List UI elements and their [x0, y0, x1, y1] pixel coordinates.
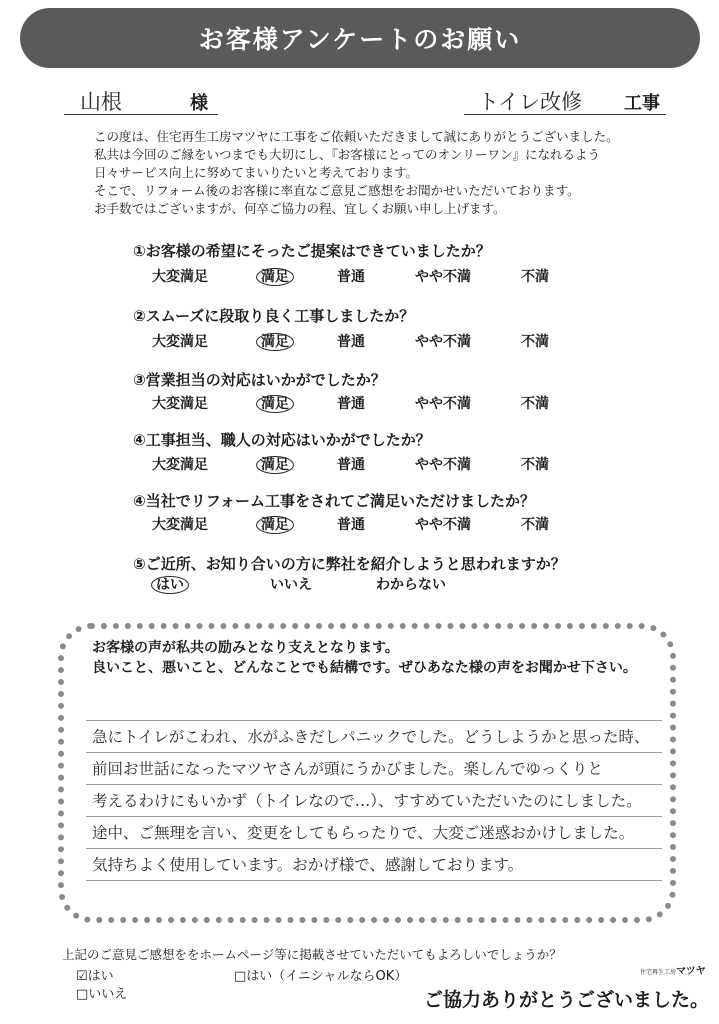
option-neutral[interactable]: 普通 [337, 517, 365, 533]
writing-rule [86, 784, 662, 785]
option-somewhat-dissatisfied[interactable]: やや不満 [415, 269, 471, 285]
selected-answer-circle: 満足 [256, 268, 294, 286]
selected-answer-circle: 満足 [256, 333, 294, 351]
handwritten-comment-line: 急にトイレがこわれ、水がふきだしパニックでした。どうしようかと思った時、 [92, 728, 650, 746]
handwritten-comment-line: 前回お世話になったマツヤさんが頭にうかびました。楽しんでゆっくりと [92, 760, 603, 778]
writing-rule [86, 880, 662, 881]
selected-answer-circle: はい [151, 576, 189, 594]
writing-rule [86, 848, 662, 849]
customer-underline [64, 114, 218, 115]
intro-line: お手数ではございますが、何卒ご協力の程、宜しくお願い申し上げます。 [94, 201, 506, 216]
checkbox-no[interactable] [76, 983, 127, 1002]
writing-rule [86, 816, 662, 817]
intro-line: そこで、リフォーム後のお客様に率直なご意見ご感想をお聞かせいただいております。 [94, 183, 580, 198]
option-satisfied[interactable] [262, 331, 294, 351]
handwritten-comment-line: 途中、ご無理を言い、変更をしてもらったりで、大変ご迷惑おかけしました。 [92, 824, 635, 842]
option-very-satisfied[interactable]: 大変満足 [152, 334, 208, 350]
checkbox-no-label: いいえ [88, 987, 128, 1002]
option-somewhat-dissatisfied[interactable]: やや不満 [415, 457, 471, 473]
checkbox-checked-icon: ☑ [76, 969, 88, 984]
option-dissatisfied[interactable]: 不満 [521, 457, 549, 473]
company-logo [640, 962, 706, 977]
project-underline [464, 114, 666, 115]
option-no[interactable]: いいえ [270, 577, 312, 593]
option-satisfied[interactable] [262, 393, 294, 413]
thank-you-message: ご協力ありがとうございました。 [424, 989, 710, 1011]
question-6: ⑤ご近所、お知り合いの方に弊社を紹介しようと思われますか？ [133, 555, 566, 573]
handwritten-comment-line: 気持ちよく使用しています。おかげ様で、感謝しております。 [92, 856, 524, 874]
option-dissatisfied[interactable]: 不満 [521, 517, 549, 533]
option-neutral[interactable]: 普通 [337, 334, 365, 350]
project-name: トイレ改修 [478, 90, 582, 114]
question-1: ①お客様の希望にそったご提案はできていましたか？ [133, 242, 491, 260]
question-2: ②スムーズに段取り良く工事しましたか？ [133, 307, 415, 325]
intro-text [94, 128, 619, 218]
checkbox-empty-icon: □ [76, 987, 89, 1002]
project-suffix: 工事 [624, 93, 660, 114]
option-neutral[interactable]: 普通 [337, 396, 365, 412]
option-neutral[interactable]: 普通 [337, 269, 365, 285]
checkbox-yes[interactable] [76, 965, 114, 984]
question-5: ④当社でリフォーム工事をされてご満足いただけましたか？ [133, 492, 535, 510]
voice-heading-1: お客様の声が私共の励みとなり支えとなります。 [92, 640, 399, 656]
question-4: ④工事担当、職人の対応はいかがでしたか？ [133, 431, 431, 449]
writing-rule [86, 752, 662, 753]
customer-honorific: 様 [190, 93, 208, 114]
option-somewhat-dissatisfied[interactable]: やや不満 [415, 334, 471, 350]
option-somewhat-dissatisfied[interactable]: やや不満 [415, 517, 471, 533]
option-satisfied[interactable] [262, 266, 294, 286]
intro-line: この度は、住宅再生工房マツヤに工事をご依頼いただきまして誠にありがとうございました。 [94, 129, 619, 144]
option-neutral[interactable]: 普通 [337, 457, 365, 473]
option-very-satisfied[interactable]: 大変満足 [152, 269, 208, 285]
option-dont-know[interactable]: わからない [376, 577, 446, 593]
option-satisfied[interactable] [262, 454, 294, 474]
option-yes[interactable] [157, 574, 189, 594]
selected-answer-circle: 満足 [256, 395, 294, 413]
checkbox-initials-label: はい（イニシャルならOK） [246, 969, 408, 984]
option-very-satisfied[interactable]: 大変満足 [152, 396, 208, 412]
intro-line: 日々サービス向上に努めてまいりたいと考えております。 [94, 165, 419, 180]
option-satisfied[interactable] [262, 514, 294, 534]
option-dissatisfied[interactable]: 不満 [521, 334, 549, 350]
checkbox-initials[interactable] [234, 965, 407, 984]
logo-name: マツヤ [676, 966, 706, 977]
option-dissatisfied[interactable]: 不満 [521, 396, 549, 412]
checkbox-empty-icon: □ [234, 969, 247, 984]
selected-answer-circle: 満足 [256, 456, 294, 474]
title-banner [20, 8, 700, 68]
handwritten-comment-line: 考えるわけにもいかず（トイレなので…）、すすめていただいたのにしました。 [92, 792, 642, 810]
voice-heading-2: 良いこと、悪いこと、どんなことでも結構です。ぜひあなた様の声をお聞かせ下さい。 [92, 660, 637, 676]
publish-permission-question: 上記のご意見ご感想ををホームページ等に掲載させていただいてもよろしいでしょうか？ [62, 947, 562, 962]
question-3: ③営業担当の対応はいかがでしたか？ [133, 371, 386, 389]
customer-name: 山根 [80, 90, 122, 114]
checkbox-yes-label: はい [87, 969, 114, 984]
option-very-satisfied[interactable]: 大変満足 [152, 457, 208, 473]
selected-answer-circle: 満足 [256, 516, 294, 534]
page-title: お客様アンケートのお願い [198, 25, 522, 54]
writing-rule [86, 720, 662, 721]
option-somewhat-dissatisfied[interactable]: やや不満 [415, 396, 471, 412]
option-dissatisfied[interactable]: 不満 [521, 269, 549, 285]
option-very-satisfied[interactable]: 大変満足 [152, 517, 208, 533]
intro-line: 私共は今回のご縁をいつまでも大切にし、『お客様にとってのオンリーワン』になれるよう [94, 147, 601, 162]
logo-tagline: 住宅再生工房 [640, 969, 677, 976]
